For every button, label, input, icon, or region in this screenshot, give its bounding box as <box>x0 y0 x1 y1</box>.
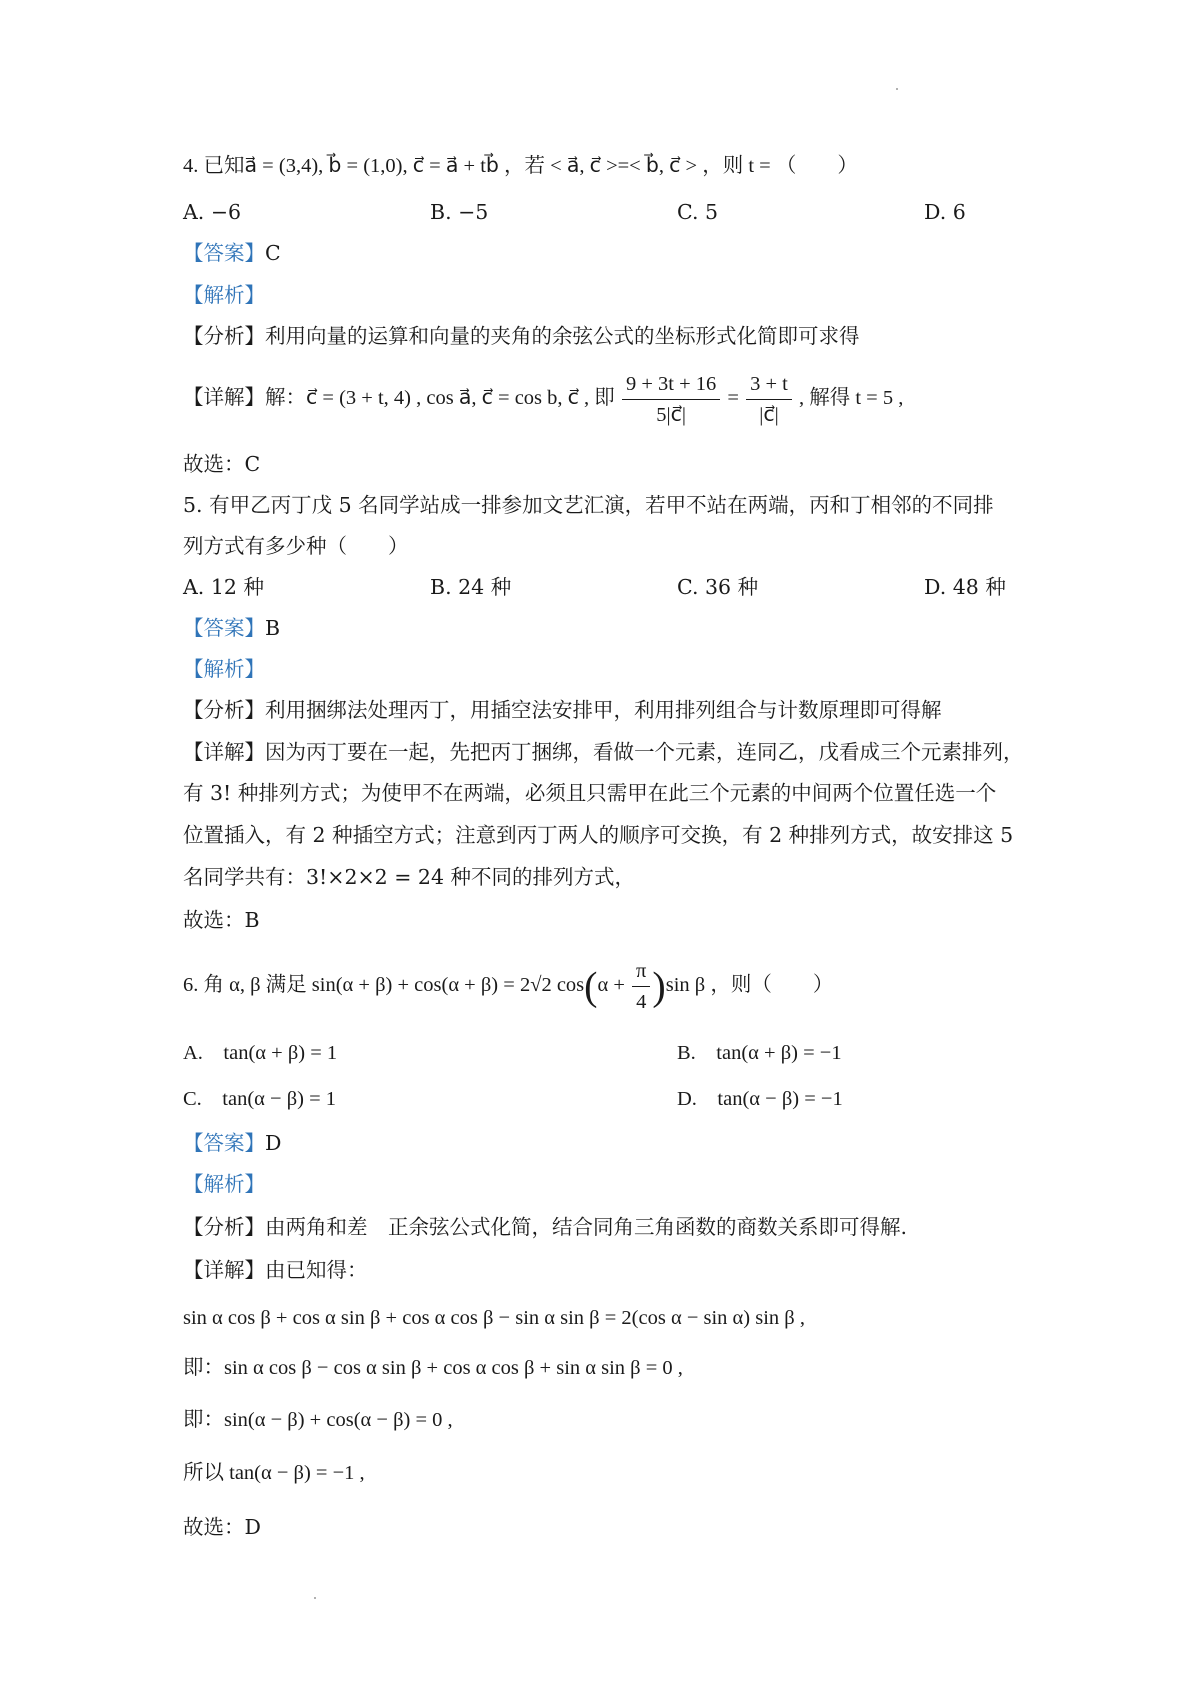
q4-jiexi-tag: 【解析】 <box>183 283 265 307</box>
q4-option-c: C. 5 <box>677 200 719 224</box>
q6-right-paren: ) <box>652 963 666 1009</box>
q5-option-c: C. 36 种 <box>677 575 759 599</box>
q6-left-paren: ( <box>584 963 598 1009</box>
q6-option-c: C. tan(α − β) = 1 <box>183 1088 337 1110</box>
q4-fraction-1-denominator: 5|c⃗| <box>656 403 686 426</box>
q4-option-b: B. −5 <box>430 200 489 224</box>
q5-analysis-tag: 【分析】 <box>183 698 265 722</box>
q5-detail-tag: 【详解】 <box>183 740 265 764</box>
q4-answer: C <box>265 241 281 265</box>
q6-answer: D <box>265 1131 282 1155</box>
q6-equation-4: 所以 tan(α − β) = −1 , <box>183 1462 365 1484</box>
q6-equation-3: 即：sin(α − β) + cos(α − β) = 0 , <box>183 1409 453 1431</box>
q6-stem-alpha: α + <box>597 974 625 996</box>
q6-detail-line <box>183 1255 368 1285</box>
q5-analysis: 利用捆绑法处理丙丁，用插空法安排甲，利用排列组合与计数原理即可得解 <box>265 698 942 722</box>
q4-answer-line <box>183 238 281 268</box>
q5-option-a: A. 12 种 <box>183 575 264 599</box>
q4-stem: 4. 已知a⃗ = (3,4), b⃗ = (1,0), c⃗ = a⃗ + tb⃗ ，若 < a⃗, c⃗ >=< b⃗, c⃗ > ，则 t = （ ） <box>183 155 858 177</box>
q6-answer-line <box>183 1128 281 1158</box>
q6-jiexi-tag: 【解析】 <box>183 1172 265 1196</box>
q4-detail-line <box>183 370 903 428</box>
q5-detail-line-2: 有 3! 种排列方式；为使甲不在两端，必须且只需甲在此三个元素的中间两个位置任选一个 <box>183 781 997 805</box>
q6-analysis-line <box>183 1212 907 1242</box>
q5-stem-line-1: 5. 有甲乙丙丁戊 5 名同学站成一排参加文艺汇演，若甲不站在两端，丙和丁相邻的不同排 <box>183 493 994 517</box>
q5-option-b: B. 24 种 <box>430 575 512 599</box>
q6-equation-1: sin α cos β + cos α sin β + cos α cos β − sin α sin β = 2(cos α − sin α) sin β , <box>183 1307 805 1329</box>
q6-frac-denominator: 4 <box>636 990 647 1013</box>
q5-answer-tag: 【答案】 <box>183 616 265 640</box>
q6-option-d: D. tan(α − β) = −1 <box>677 1088 843 1110</box>
q4-detail-pre: 解：c⃗ = (3 + t, 4) , cos a⃗, c⃗ = cos b, c⃗ , 即 <box>265 387 615 409</box>
q4-analysis-line <box>183 321 860 351</box>
q6-detail-tag: 【详解】 <box>183 1258 265 1282</box>
q4-detail-tag: 【详解】 <box>183 387 265 409</box>
q5-stem-line-2: 列方式有多少种（ ） <box>183 534 409 558</box>
q4-fraction-2-denominator: |c⃗| <box>759 403 779 426</box>
q5-answer-line <box>183 613 280 643</box>
q5-option-d: D. 48 种 <box>924 575 1006 599</box>
q5-detail-line-3: 位置插入，有 2 种插空方式；注意到丙丁两人的顺序可交换，有 2 种排列方式，故安排这 5 <box>183 823 1014 847</box>
q5-answer: B <box>265 616 281 640</box>
q6-choose: 故选：D <box>183 1515 261 1539</box>
scan-dot-top <box>896 88 898 90</box>
q5-detail-line-1 <box>183 737 1024 767</box>
q4-option-a: A. −6 <box>183 200 242 224</box>
q4-choose: 故选：C <box>183 452 261 476</box>
q6-analysis-tag: 【分析】 <box>183 1215 265 1239</box>
q5-choose: 故选：B <box>183 908 260 932</box>
q4-analysis: 利用向量的运算和向量的夹角的余弦公式的坐标形式化简即可求得 <box>265 324 860 348</box>
q4-detail-post: , 解得 t = 5 , <box>798 387 904 409</box>
q6-pi-over-4 <box>632 958 650 1015</box>
q6-detail-intro: 由已知得： <box>265 1258 368 1282</box>
q4-answer-tag: 【答案】 <box>183 241 265 265</box>
q6-stem <box>183 955 833 1016</box>
q6-option-a: A. tan(α + β) = 1 <box>183 1042 338 1064</box>
scan-dot-bottom <box>314 1597 316 1599</box>
q6-answer-tag: 【答案】 <box>183 1131 265 1155</box>
q4-analysis-tag: 【分析】 <box>183 324 265 348</box>
q4-fraction-1-numerator: 9 + 3t + 16 <box>622 371 720 400</box>
q4-fraction-2-numerator: 3 + t <box>746 371 792 400</box>
q6-analysis: 由两角和差 正余弦公式化简，结合同角三角函数的商数关系即可得解. <box>265 1215 908 1239</box>
q4-fraction-2 <box>746 371 792 428</box>
q6-equation-2: 即：sin α cos β − cos α sin β + cos α cos β + sin α sin β = 0 , <box>183 1357 683 1379</box>
q4-option-d: D. 6 <box>924 200 966 224</box>
q5-analysis-line <box>183 695 942 725</box>
q6-frac-numerator: π <box>632 958 650 987</box>
q6-option-b: B. tan(α + β) = −1 <box>677 1042 842 1064</box>
q5-detail-line-4: 名同学共有：3!×2×2 = 24 种不同的排列方式， <box>183 865 636 889</box>
q6-stem-pre: 6. 角 α, β 满足 sin(α + β) + cos(α + β) = 2√2 cos <box>183 974 585 996</box>
q4-fraction-1 <box>622 371 720 428</box>
q5-detail-text-1: 因为丙丁要在一起，先把丙丁捆绑，看做一个元素，连同乙，戊看成三个元素排列， <box>265 740 1024 764</box>
q6-stem-post: sin β ，则（ ） <box>665 974 834 996</box>
q5-jiexi-tag: 【解析】 <box>183 657 265 681</box>
q4-equals: = <box>727 387 739 409</box>
